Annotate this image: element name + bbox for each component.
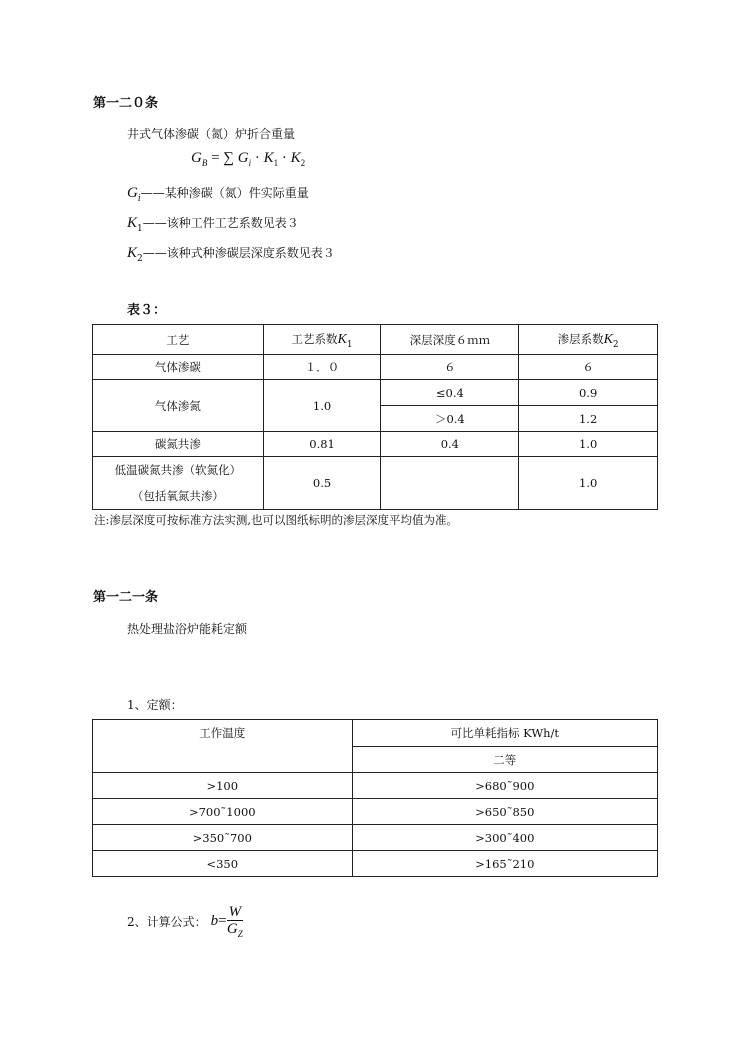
cell-layer: 1.2	[519, 406, 658, 432]
cell-depth	[381, 457, 519, 510]
cell-depth: 0.4	[381, 432, 519, 457]
cell-coef: １．０	[263, 355, 381, 380]
cell-layer: 0.9	[519, 380, 658, 406]
fraction-numerator: W	[228, 904, 242, 920]
header-grade: 二等	[352, 747, 657, 773]
cell-depth: ＞0.4	[381, 406, 519, 432]
table-row	[93, 825, 658, 851]
header-process: 工艺	[93, 325, 264, 355]
section-120-heading: 第一二０条	[93, 96, 159, 111]
definition-k1: $K_1——$该种工件工艺系数见表３	[127, 215, 299, 234]
item2-formula	[127, 904, 243, 938]
cell-value: >650˜850	[352, 799, 657, 825]
table-row	[93, 380, 658, 406]
cell-coef: 1.0	[263, 380, 381, 432]
cell-value: >680˜900	[352, 773, 657, 799]
item2-label: 2、计算公式：	[127, 914, 207, 929]
cell-temp: <350	[93, 851, 353, 877]
definition-gi: $G_i——$某种渗碳（氮）件实际重量	[127, 185, 309, 204]
cell-process: 气体渗氮	[93, 380, 264, 432]
weight-formula: $G_B$ = ∑ $G_i \cdot K_1 \cdot K_2$	[191, 150, 306, 168]
formula-fraction	[227, 904, 244, 938]
energy-table	[92, 719, 658, 877]
cell-layer: 1.0	[519, 432, 658, 457]
table-row	[93, 773, 658, 799]
cell-value: >300˜400	[352, 825, 657, 851]
section-121-title: 热处理盐浴炉能耗定额	[127, 622, 248, 636]
formula-eq: =	[218, 912, 227, 929]
cell-process: 碳氮共渗	[93, 432, 264, 457]
section-121-heading: 第一二一条	[93, 590, 159, 605]
cell-coef: 0.81	[263, 432, 381, 457]
cell-coef: 0.5	[263, 457, 381, 510]
header-coef: 工艺系数$K_1$	[263, 325, 381, 355]
table-row	[93, 355, 658, 380]
table3-header-row	[93, 325, 658, 355]
table-row	[93, 851, 658, 877]
item1-label: 1、定额：	[127, 698, 183, 712]
cell-depth: ≤0.4	[381, 380, 519, 406]
table-row	[93, 799, 658, 825]
header-work-temp: 工作温度	[93, 720, 353, 773]
energy-header-row	[93, 720, 658, 747]
formula-lhs: b	[210, 912, 219, 929]
cell-temp: >350˜700	[93, 825, 353, 851]
table-row	[93, 432, 658, 457]
table-row	[93, 457, 658, 510]
table3-label: 表３：	[127, 303, 167, 318]
section-120-title: 井式气体渗碳（氮）炉折合重量	[127, 127, 296, 141]
cell-depth: ６	[381, 355, 519, 380]
cell-process: 低温碳氮共渗（软氮化） （包括氧氮共渗）	[93, 457, 264, 510]
cell-temp: >100	[93, 773, 353, 799]
table3	[92, 324, 658, 510]
header-layer: 渗层系数$K_2$	[519, 325, 658, 355]
cell-temp: >700˜1000	[93, 799, 353, 825]
fraction-denominator: $G_Z$	[226, 921, 243, 939]
definition-k2: $K_2——$该种式种渗碳层深度系数见表３	[127, 245, 335, 264]
header-depth: 深层深度６ｍｍ	[381, 325, 519, 355]
cell-process: 气体渗碳	[93, 355, 264, 380]
cell-layer: 1.0	[519, 457, 658, 510]
table3-note: 注:渗层深度可按标准方法实测,也可以图纸标明的渗层深度平均值为准。	[94, 513, 459, 527]
cell-value: >165˜210	[352, 851, 657, 877]
header-energy-index: 可比单耗指标 KWh/t	[352, 720, 657, 747]
cell-layer: ６	[519, 355, 658, 380]
